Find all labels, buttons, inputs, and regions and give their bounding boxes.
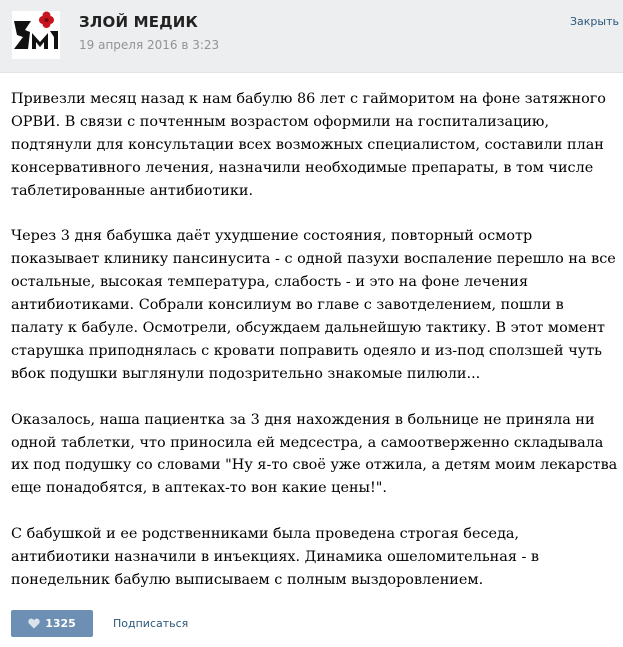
post-date[interactable]: 19 апреля 2016 в 3:23 — [79, 38, 220, 52]
close-button[interactable]: Закрыть — [570, 15, 619, 28]
subscribe-button[interactable]: Подписаться — [113, 617, 189, 630]
post-text — [11, 88, 619, 615]
post-paragraph: С бабушкой и ее родственниками была проведена строгая беседа, антибиотики назначили в инъекциях. Динамика ошеломительная - в понедельник бабулю выписываем с полным выздоровлением. — [11, 526, 540, 588]
post-header — [0, 0, 623, 73]
group-name[interactable]: ЗЛОЙ МЕДИК — [79, 13, 198, 31]
post-paragraph: Оказалось, наша пациентка за 3 дня нахождения в больнице не приняла ни одной таблетки, что приносила ей медсестра, а самоотверженно складывала их под подушку со словами "Ну я-то своё уже отжила, а детям моим лекарства еще понадобятся, в аптеках-то вон какие цены!". — [11, 411, 618, 497]
heart-icon — [28, 618, 40, 629]
zm-logo-icon[interactable] — [12, 11, 60, 59]
like-button[interactable] — [11, 610, 93, 637]
post-paragraph: Привезли месяц назад к нам бабулю 86 лет с гайморитом на фоне затяжного ОРВИ. В связи с почтенным возрастом оформили на госпитализацию, подтянули для консультации всех возможных специалистом, составили план консервативного лечения, назначили необходимые препараты, в том числе таблетированные антибиотики. — [11, 91, 606, 199]
like-count: 1325 — [45, 617, 76, 630]
post-paragraph: Через 3 дня бабушка даёт ухудшение состояния, повторный осмотр показывает клинику пансинусита - с одной пазухи воспаление перешло на все остальные, высокая температура, слабость - и это на фоне лечения антибиотиками. Собрали консилиум во главе с завотделением, пошли в палату к бабуле. Осмотрели, обсуждаем дальнейшую тактику. В этот момент старушка приподнялась с кровати поправить одеяло и из-под сползшей чуть вбок подушки выглянули подозрительно знакомые пилюли... — [11, 228, 616, 382]
